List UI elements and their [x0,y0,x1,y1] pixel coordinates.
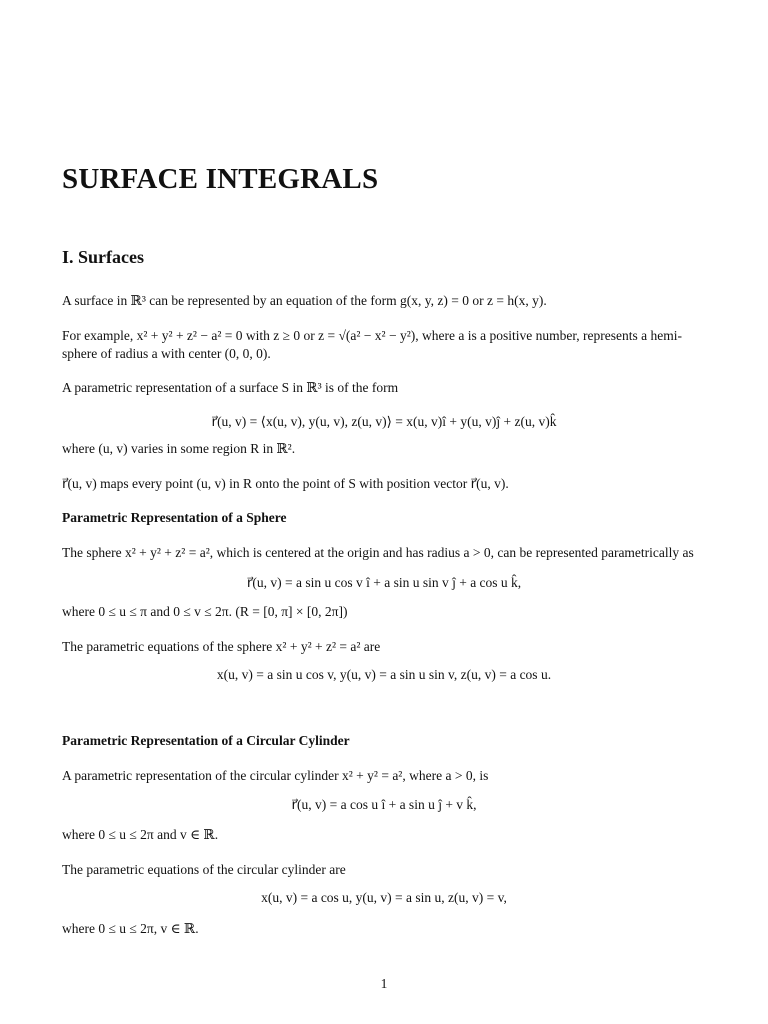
equation-sphere-vector: r⃗(u, v) = a sin u cos v î + a sin u sin v ĵ + a cos u k̂, [246,575,522,590]
equation-sphere-parametric: x(u, v) = a sin u cos v, y(u, v) = a sin u sin v, z(u, v) = a cos u. [216,667,552,682]
page-title: SURFACE INTEGRALS [62,163,379,195]
subheading-cylinder: Parametric Representation of a Circular Cylinder [62,733,350,748]
equation-cylinder-vector: r⃗(u, v) = a cos u î + a sin u ĵ + v k̂, [291,797,477,812]
paragraph-example-line-1: For example, x² + y² + z² − a² = 0 with z ≥ 0 or z = √(a² − x² − y²), where a is a positive number, represents a hemi- [62,328,682,343]
paragraph-cylinder-bounds: where 0 ≤ u ≤ 2π and v ∈ ℝ. [62,827,219,842]
equation-parametric-form: r⃗(u, v) = ⟨x(u, v), y(u, v), z(u, v)⟩ = x(u, v)î + y(u, v)ĵ + z(u, v)k̂ [211,414,557,429]
section-heading: I. Surfaces [62,247,144,267]
paragraph-cylinder-intro: A parametric representation of the circular cylinder x² + y² = a², where a > 0, is [62,768,489,783]
equation-cylinder-parametric: x(u, v) = a cos u, y(u, v) = a sin u, z(u, v) = v, [261,890,507,905]
paragraph-example-line-2: sphere of radius a with center (0, 0, 0). [62,346,271,361]
subheading-sphere: Parametric Representation of a Sphere [62,510,287,525]
paragraph-mapping: r⃗(u, v) maps every point (u, v) in R onto the point of S with position vector r⃗(u, v). [62,476,509,491]
paragraph-sphere-intro: The sphere x² + y² + z² = a², which is centered at the origin and has radius a > 0, can be represented parametrically as [62,545,694,560]
paragraph-sphere-bounds: where 0 ≤ u ≤ π and 0 ≤ v ≤ 2π. (R = [0, π] × [0, 2π]) [62,604,348,619]
paragraph-region: where (u, v) varies in some region R in ℝ². [62,441,296,456]
paragraph-parametric-intro: A parametric representation of a surface S in ℝ³ is of the form [62,380,399,395]
paragraph-cylinder-final-bounds: where 0 ≤ u ≤ 2π, v ∈ ℝ. [62,921,199,936]
paragraph-cylinder-equations-intro: The parametric equations of the circular cylinder are [62,862,346,877]
paragraph-surface-equation: A surface in ℝ³ can be represented by an equation of the form g(x, y, z) = 0 or z = h(x, y). [62,293,547,308]
paragraph-sphere-equations-intro: The parametric equations of the sphere x² + y² + z² = a² are [62,639,381,654]
page-number: 1 [380,976,388,991]
